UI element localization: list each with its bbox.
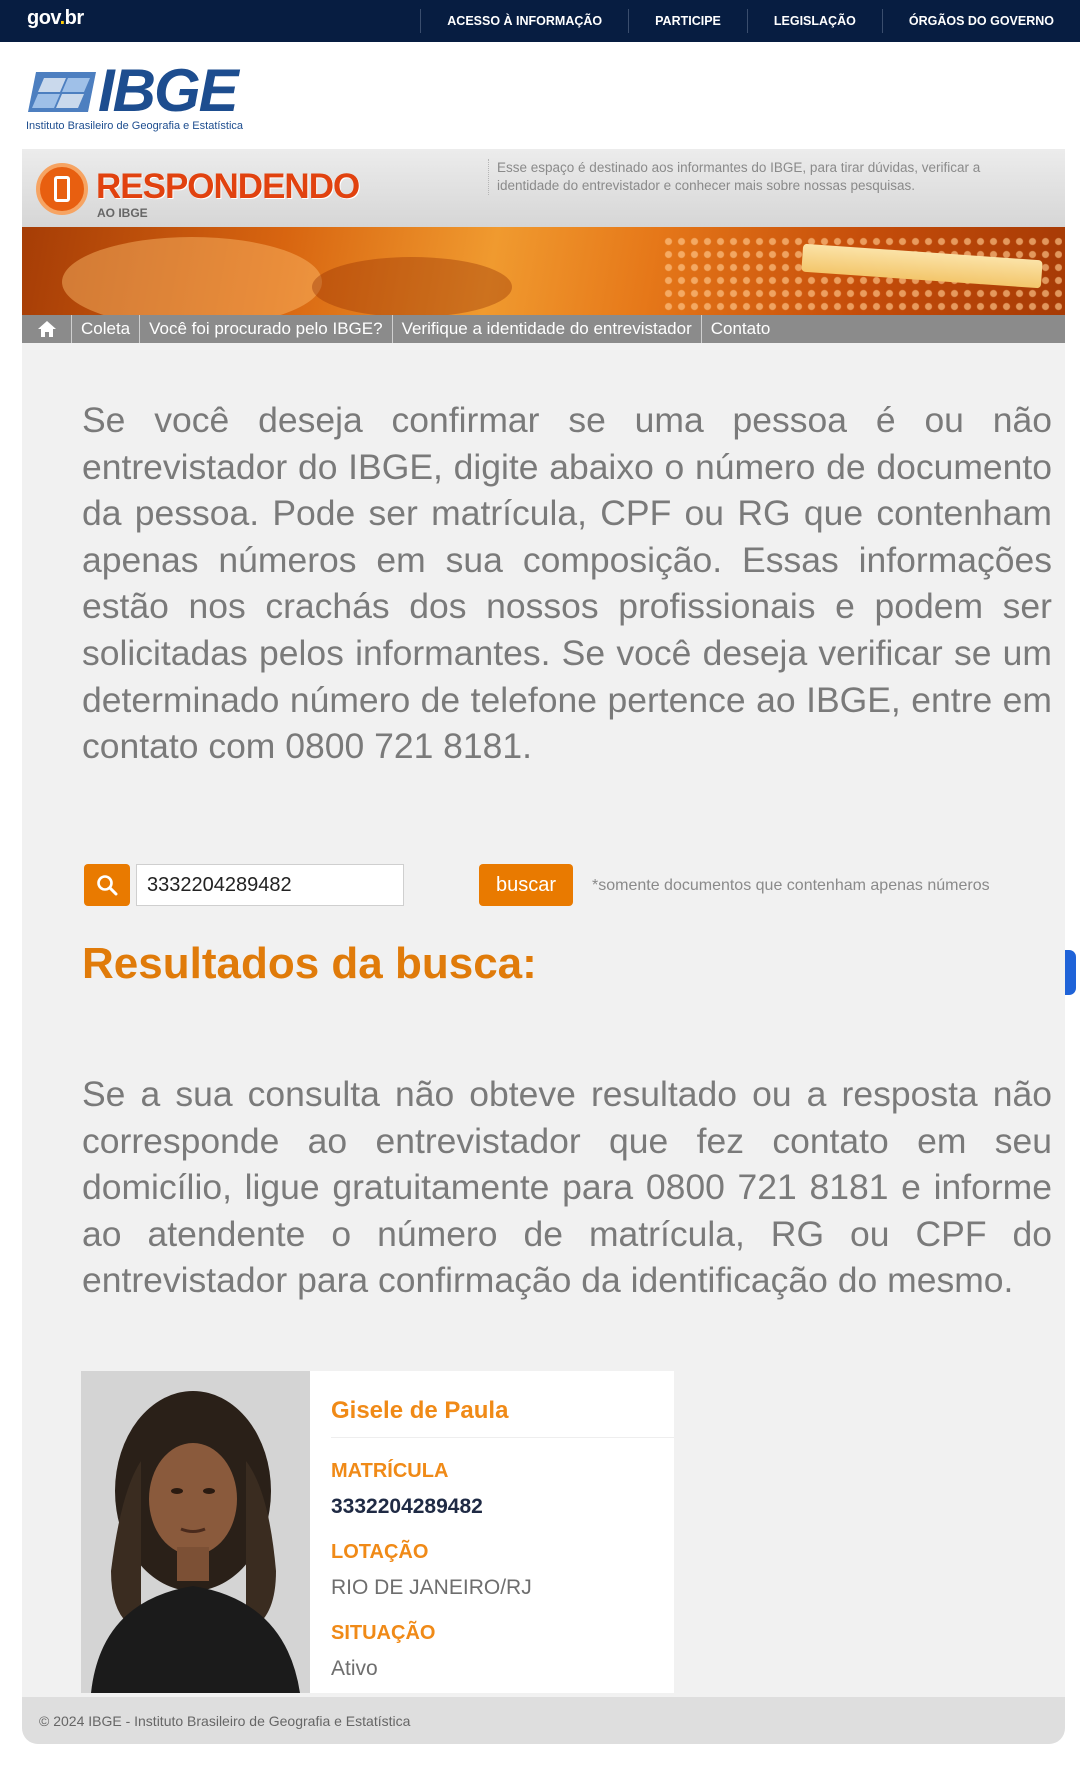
lotacao-label: LOTAÇÃO xyxy=(331,1541,429,1563)
govbr-logo-br: br xyxy=(64,7,84,29)
gov-link-acesso[interactable]: ACESSO À INFORMAÇÃO xyxy=(420,9,628,33)
phone-icon xyxy=(36,163,88,215)
ibge-logo[interactable] xyxy=(26,57,276,134)
results-note: Se a sua consulta não obteve resultado ou a resposta não corresponde ao entrevistador que fez contato em seu domicílio, ligue gratuitamente para 0800 721 8181 e informe ao atendente o número de matrícula, RG ou CPF do entrevistador para confirmação da identificação do mesmo. xyxy=(82,1074,1052,1301)
govbr-logo[interactable] xyxy=(27,7,84,30)
footer xyxy=(22,1697,1065,1744)
gov-topbar xyxy=(0,0,1080,42)
document-search-input[interactable] xyxy=(136,864,404,906)
nav-home[interactable] xyxy=(22,315,72,343)
header-description: Esse espaço é destinado aos informantes do IBGE, para tirar dúvidas, verificar a identidade do entrevistador e conhecer mais sobre nossas pesquisas. xyxy=(488,159,1028,195)
search-form xyxy=(84,864,1044,906)
buscar-button[interactable]: buscar xyxy=(479,864,573,906)
interviewer-info xyxy=(331,1371,674,1681)
ibge-logo-text: IBGE xyxy=(98,57,237,124)
govbr-logo-dot: . xyxy=(59,7,65,29)
interviewer-photo xyxy=(81,1371,310,1693)
matricula-label: MATRÍCULA xyxy=(331,1460,449,1482)
interviewer-card xyxy=(81,1371,674,1693)
nav-item-verifique[interactable]: Verifique a identidade do entrevistador xyxy=(393,315,702,343)
copyright-text: © 2024 IBGE - Instituto Brasileiro de Geografia e Estatística xyxy=(39,1713,411,1729)
search-icon xyxy=(96,874,118,896)
header-banner-image xyxy=(22,227,1065,315)
nav-item-contato[interactable]: Contato xyxy=(710,319,771,338)
respondendo-title[interactable]: RESPONDENDO xyxy=(96,167,360,206)
situacao-value: Ativo xyxy=(331,1657,378,1680)
nav-item-procurado[interactable]: Você foi procurado pelo IBGE? xyxy=(140,315,392,343)
gov-link-participe[interactable]: PARTICIPE xyxy=(628,9,747,33)
matricula-value: 3332204289482 xyxy=(331,1495,483,1518)
home-icon xyxy=(37,320,57,338)
main-nav xyxy=(22,315,1065,343)
govbr-logo-gov: gov xyxy=(27,7,60,29)
gov-link-orgaos[interactable]: ÓRGÃOS DO GOVERNO xyxy=(882,9,1080,33)
intro-text: Se você deseja confirmar se uma pessoa é ou não entrevistador do IBGE, digite abaixo o número de documento da pessoa. Pode ser matrícula, CPF ou RG que contenham apenas números em sua composição. Essas informações estão nos crachás dos nossos profissionais e podem ser solicitadas pelos informantes. Se você deseja verificar se um determinado número de telefone pertence ao IBGE, entre em contato com 0800 721 8181. xyxy=(82,400,1052,767)
lotacao-value: RIO DE JANEIRO/RJ xyxy=(331,1576,532,1599)
results-title: Resultados da busca: xyxy=(82,939,537,988)
gov-link-legislacao[interactable]: LEGISLAÇÃO xyxy=(747,9,882,33)
search-icon-button[interactable] xyxy=(84,864,130,906)
main-panel xyxy=(22,149,1065,1744)
ibge-logo-subtitle: Instituto Brasileiro de Geografia e Estatística xyxy=(26,120,244,132)
search-hint: *somente documentos que contenham apenas números xyxy=(592,877,990,894)
respondendo-header xyxy=(22,149,1065,227)
nav-item-coleta[interactable]: Coleta xyxy=(72,315,140,343)
respondendo-subtitle: AO IBGE xyxy=(97,206,148,220)
ibge-logo-mark xyxy=(26,70,98,114)
situacao-label: SITUAÇÃO xyxy=(331,1622,436,1644)
interviewer-name: Gisele de Paula xyxy=(331,1371,674,1438)
gov-links xyxy=(420,0,1080,42)
